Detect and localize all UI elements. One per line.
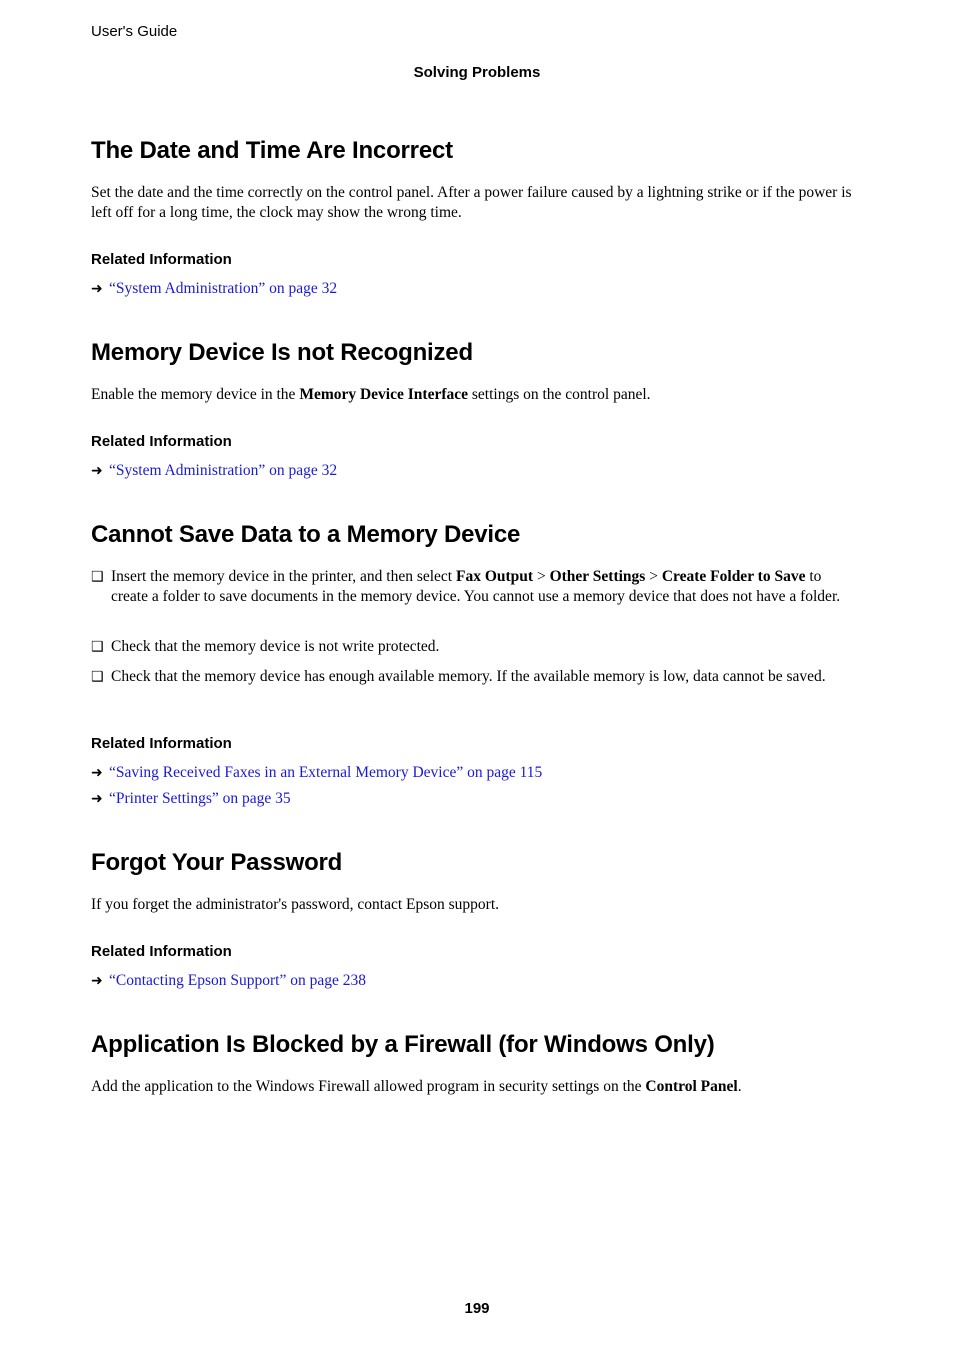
link-system-administration[interactable]: “System Administration” on page 32 bbox=[109, 280, 338, 297]
right-arrow-icon: ➜ bbox=[91, 463, 103, 479]
link-system-administration[interactable]: “System Administration” on page 32 bbox=[109, 462, 338, 479]
page-number: 199 bbox=[464, 1300, 490, 1317]
list-item: ❑ Check that the memory device has enough available memory. If the available memory is low, data cannot be saved. bbox=[91, 668, 826, 685]
related-information-label: Related Information bbox=[91, 943, 232, 960]
guide-label: User's Guide bbox=[91, 23, 178, 40]
checkbox-bullet-icon: ❑ bbox=[91, 569, 104, 585]
related-link-row bbox=[91, 971, 366, 991]
related-link-row bbox=[91, 763, 542, 783]
heading-firewall: Application Is Blocked by a Firewall (for Windows Only) bbox=[91, 1031, 715, 1058]
link-contacting-epson-support[interactable]: “Contacting Epson Support” on page 238 bbox=[109, 972, 366, 989]
right-arrow-icon: ➜ bbox=[91, 281, 103, 297]
paragraph-forgot-password: If you forget the administrator's password, contact Epson support. bbox=[91, 896, 500, 913]
checkbox-bullet-icon: ❑ bbox=[91, 669, 104, 685]
link-saving-received-faxes[interactable]: “Saving Received Faxes in an External Memory Device” on page 115 bbox=[109, 764, 543, 781]
related-link-row bbox=[91, 789, 291, 809]
paragraph-firewall: Add the application to the Windows Firewall allowed program in security settings on the Control Panel. bbox=[91, 1078, 742, 1095]
list-item: ❑ Check that the memory device is not write protected. bbox=[91, 638, 440, 655]
right-arrow-icon: ➜ bbox=[91, 973, 103, 989]
related-information-label: Related Information bbox=[91, 433, 232, 450]
right-arrow-icon: ➜ bbox=[91, 765, 103, 781]
heading-date-time: The Date and Time Are Incorrect bbox=[91, 137, 453, 164]
heading-forgot-password: Forgot Your Password bbox=[91, 849, 343, 876]
checkbox-bullet-icon: ❑ bbox=[91, 639, 104, 655]
heading-memory-device: Memory Device Is not Recognized bbox=[91, 339, 473, 366]
related-link-row bbox=[91, 279, 337, 299]
related-link-row bbox=[91, 461, 337, 481]
list-item: ❑ Insert the memory device in the printer, and then select Fax Output > Other Settings > Create Folder to Save to create a folder to save documents in the memory device. You cannot use a memory device that does not have a folder. bbox=[91, 568, 841, 605]
chapter-title: Solving Problems bbox=[413, 64, 541, 81]
paragraph-memory-device: Enable the memory device in the Memory Device Interface settings on the control panel. bbox=[91, 386, 651, 403]
right-arrow-icon: ➜ bbox=[91, 791, 103, 807]
related-information-label: Related Information bbox=[91, 735, 232, 752]
link-printer-settings[interactable]: “Printer Settings” on page 35 bbox=[109, 790, 291, 807]
related-information-label: Related Information bbox=[91, 251, 232, 268]
heading-cannot-save: Cannot Save Data to a Memory Device bbox=[91, 521, 521, 548]
paragraph-date-time: Set the date and the time correctly on the control panel. After a power failure caused by a lightning strike or if the power is left off for a long time, the clock may show the wrong time. bbox=[91, 184, 852, 221]
